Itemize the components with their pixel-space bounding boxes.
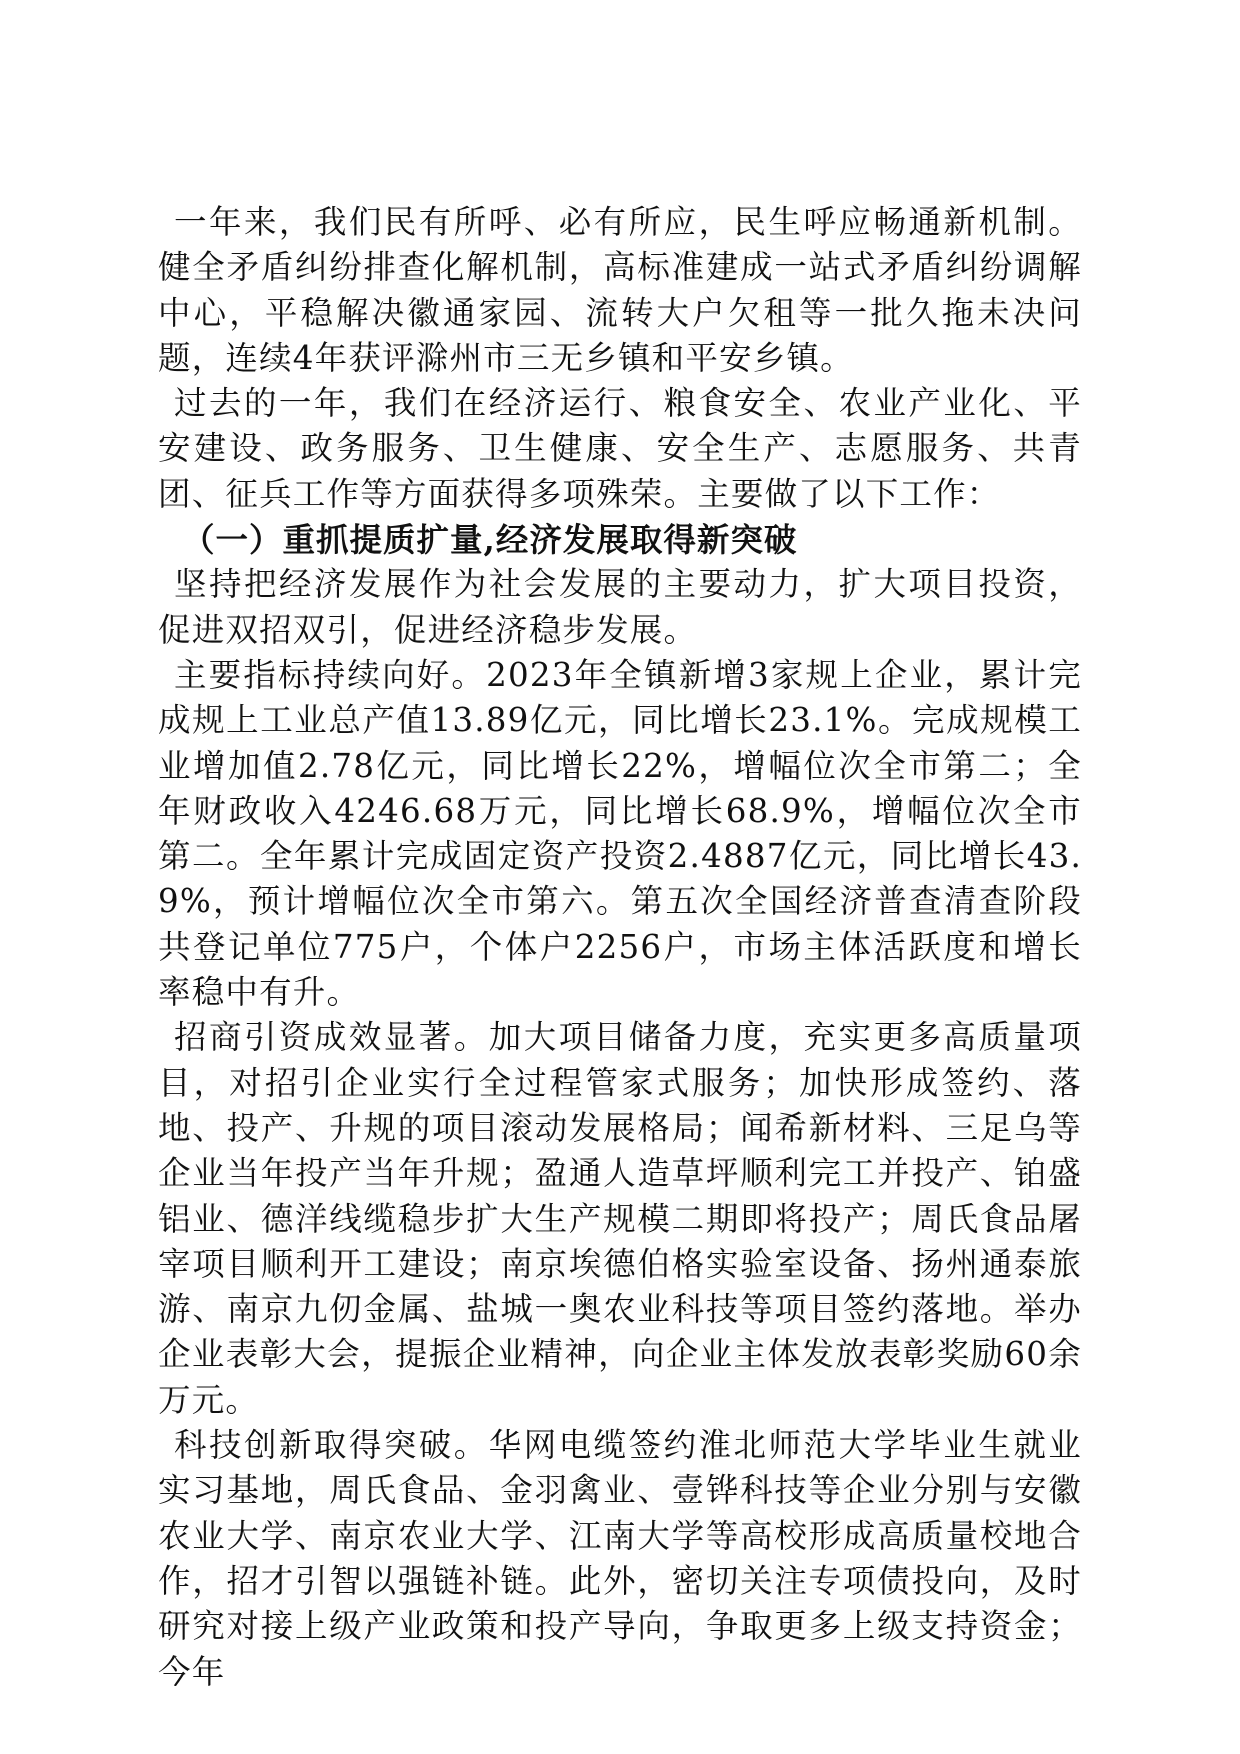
section-heading: （一）重抓提质扩量,经济发展取得新突破 — [182, 520, 798, 560]
paragraph-livelihood: 一年来，我们民有所呼、必有所应，民生呼应畅通新机制。健全矛盾纠纷排查化解机制，高标准建成一站式矛盾纠纷调解中心，平稳解决徽通家园、流转大户欠租等一批久拖未决问题，连续4年获评滁州市三无乡镇和平安乡镇。 — [158, 203, 1082, 377]
paragraph-achievements: 过去的一年，我们在经济运行、粮食安全、农业产业化、平安建设、政务服务、卫生健康、安全生产、志愿服务、共青团、征兵工作等方面获得多项殊荣。主要做了以下工作： — [158, 384, 1082, 513]
document-page — [158, 200, 1082, 1695]
paragraph-innovation: 科技创新取得突破。华网电缆签约淮北师范大学毕业生就业实习基地，周氏食品、金羽禽业、壹铧科技等企业分别与安徽农业大学、南京农业大学、江南大学等高校形成高质量校地合作，招才引智以强链补链。此外，密切关注专项债投向，及时研究对接上级产业政策和投产导向，争取更多上级支持资金；今年 — [158, 1426, 1082, 1691]
paragraph-economy-intro: 坚持把经济发展作为社会发展的主要动力，扩大项目投资，促进双招双引，促进经济稳步发展。 — [158, 565, 1082, 649]
paragraph-investment: 招商引资成效显著。加大项目储备力度，充实更多高质量项目，对招引企业实行全过程管家式服务；加快形成签约、落地、投产、升规的项目滚动发展格局；闻希新材料、三足乌等企业当年投产当年升规；盈通人造草坪顺利完工并投产、铂盛铝业、德洋线缆稳步扩大生产规模二期即将投产；周氏食品屠宰项目顺利开工建设；南京埃德伯格实验室设备、扬州通泰旅游、南京九仞金属、盐城一奥农业科技等项目签约落地。举办企业表彰大会，提振企业精神，向企业主体发放表彰奖励60余万元。 — [158, 1018, 1082, 1419]
paragraph-key-indicators: 主要指标持续向好。2023年全镇新增3家规上企业，累计完成规上工业总产值13.89亿元，同比增长23.1%。完成规模工业增加值2.78亿元，同比增长22%，增幅位次全市第二；全年财政收入4246.68万元，同比增长68.9%，增幅位次全市第二。全年累计完成固定资产投资2.4887亿元，同比增长43.9%，预计增幅位次全市第六。第五次全国经济普查清查阶段共登记单位775户，个体户2256户，市场主体活跃度和增长率稳中有升。 — [158, 655, 1082, 1012]
